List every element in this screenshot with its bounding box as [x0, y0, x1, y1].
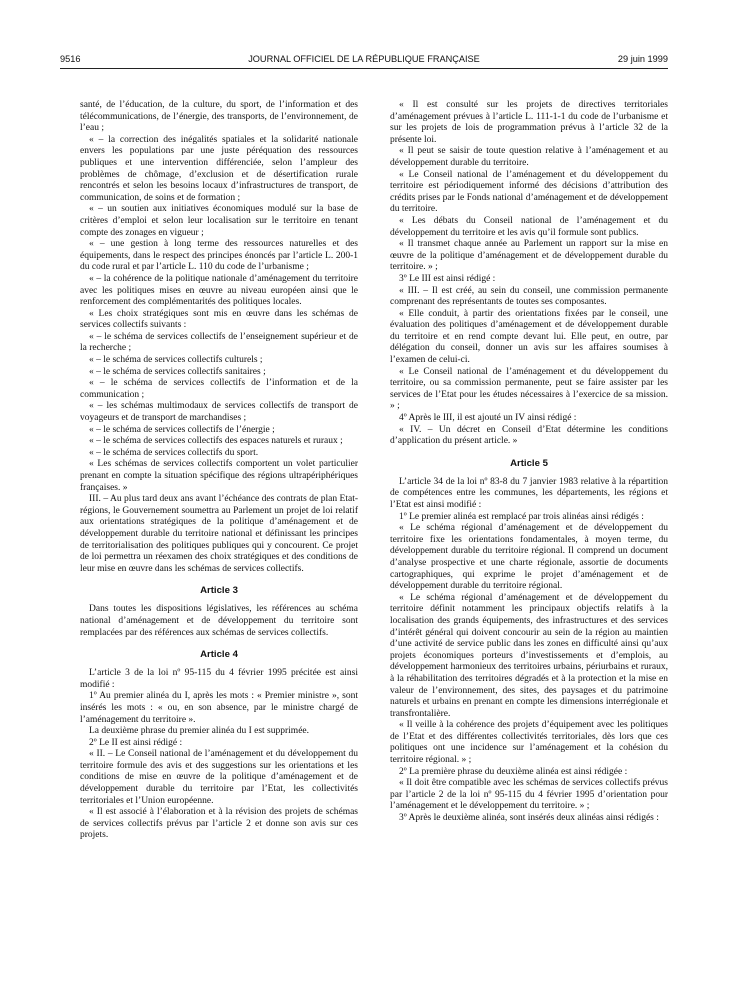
paragraph: « Les schémas de services collectifs comportent un volet particulier prenant en compte la situation spécifique des régions ultrapériphériques françaises. »: [80, 459, 358, 493]
left-column: [80, 100, 358, 842]
paragraph: « Il peut se saisir de toute question relative à l’aménagement et au développement durable du territoire.: [390, 146, 668, 168]
paragraph: « – les schémas multimodaux de services collectifs de transport de voyageurs et de transport de marchandises ;: [80, 401, 358, 424]
paragraph: « – le schéma de services collectifs culturels ;: [89, 355, 263, 366]
paragraph: « – un soutien aux initiatives économiques modulé sur la base de critères d’emploi et selon leur localisation sur le territoire en tenant compte des zonages en vigueur ;: [80, 204, 358, 238]
page-number: 9516: [60, 54, 81, 64]
paragraph: « Elle conduit, à partir des orientations fixées par le conseil, une évaluation des politiques d’aménagement et de développement durable du territoire et en rend compte devant lui. Elle peut, en outre, par délégation du conseil, donner un avis sur les affaires soumises à l’examen de celui-ci.: [390, 308, 668, 366]
paragraph: « Le Conseil national de l’aménagement et du développement du territoire est périodiquement informé des décisions d’attribution des crédits prises par le Fonds national d’aménagement et de développement du territoire.: [390, 169, 668, 215]
paragraph: « – le schéma de services collectifs sanitaires ;: [89, 366, 266, 377]
paragraph: « – une gestion à long terme des ressources naturelles et des équipements, dans le respect des principes énoncés par l’article L. 200-1 du code rural et par l’article L. 110 du code de l’urbanisme ;: [80, 239, 358, 273]
paragraph: « Il transmet chaque année au Parlement un rapport sur la mise en œuvre de la politique d’aménagement et de développement durable du territoire. » ;: [390, 239, 668, 273]
right-column: [390, 100, 668, 825]
journal-title: JOURNAL OFFICIEL DE LA RÉPUBLIQUE FRANÇAISE: [248, 54, 480, 64]
paragraph: « – la correction des inégalités spatiales et la solidarité nationale envers les populations par une juste péréquation des ressources publiques et une intervention différenciée, selon l’ampleur des problèmes de chômage, d’exclusion et de désertification rurale rencontrés et selon les besoins locaux d’infrastructures de transport, de communication, de soins et de formation ;: [80, 134, 358, 203]
header-rule: [60, 68, 668, 69]
paragraph: « – le schéma de services collectifs des espaces naturels et ruraux ;: [89, 436, 343, 447]
paragraph: III. – Au plus tard deux ans avant l’échéance des contrats de plan Etat-régions, le Gouvernement soumettra au Parlement un projet de loi relatif aux orientations stratégiques de la politique d’aménagement et de développement durable du territoire national et définissant les principes de territorialisation des politiques publiques qui y concourent. Ce projet de loi permettra un réexamen des choix stratégiques et des conditions de leur mise en œuvre dans les schémas de services collectifs.: [80, 494, 358, 574]
paragraph: « IV. – Un décret en Conseil d’Etat détermine les conditions d’application du présent article. »: [390, 424, 668, 447]
article-heading: Article 4: [200, 649, 238, 661]
paragraph: « Il est consulté sur les projets de directives territoriales d’aménagement prévues à l’article L. 111-1-1 du code de l’urbanisme et sur les projets de lois de programmation prévus à l’article 32 de la présente loi.: [390, 100, 668, 145]
paragraph: 2º Le II est ainsi rédigé :: [89, 737, 183, 748]
paragraph: « Il doit être compatible avec les schémas de services collectifs prévus par l’article 2 de la loi nº 95-115 du 4 février 1995 d’orientation pour l’aménagement et le développement du territoire. » ;: [390, 778, 668, 812]
paragraph: « Les choix stratégiques sont mis en œuvre dans les schémas de services collectifs suivants :: [80, 308, 358, 331]
paragraph: « II. – Le Conseil national de l’aménagement et du développement du territoire formule des avis et des suggestions sur les orientations et les conditions de mise en œuvre de la politique d’aménagement et de développement durable du territoire par l’Etat, les collectivités territoriales et l’Union européenne.: [80, 749, 358, 806]
paragraph: « Le Conseil national de l’aménagement et du développement du territoire, ou sa commission permanente, peut se faire assister par les services de l’Etat pour les études nécessaires à l’exercice de sa mission. » ;: [390, 366, 668, 412]
paragraph: « Les débats du Conseil national de l’aménagement et du développement du territoire et les avis qu’il formule sont publics.: [390, 215, 668, 238]
paragraph: « – le schéma de services collectifs du sport.: [89, 447, 259, 458]
paragraph: 1º Au premier alinéa du I, après les mots : « Premier ministre », sont insérés les mots : « ou, en son absence, par le ministre chargé de l’aménagement du territoire ».: [80, 691, 358, 725]
paragraph: « – le schéma de services collectifs de l’information et de la communication ;: [80, 378, 358, 400]
paragraph: « Il veille à la cohérence des projets d’équipement avec les politiques de l’Etat et des différentes collectivités territoriales, dès lors que ces politiques ont une incidence sur l’aménagement et la cohésion du territoire régional. » ;: [390, 720, 668, 766]
paragraph: La deuxième phrase du premier alinéa du I est supprimée.: [89, 726, 309, 737]
paragraph: « – la cohérence de la politique nationale d’aménagement du territoire avec les politiques mises en œuvre au niveau européen ainsi que le renforcement des complémentarités des politiques locales.: [80, 273, 358, 308]
paragraph: L’article 3 de la loi nº 95-115 du 4 février 1995 précitée est ainsi modifié :: [80, 668, 358, 690]
article-heading: Article 3: [200, 585, 238, 597]
paragraph: « III. – Il est créé, au sein du conseil, une commission permanente comprenant des représentants de toutes ses composantes.: [390, 285, 668, 308]
paragraph: 3º Le III est ainsi rédigé :: [399, 273, 496, 284]
paragraph: 4º Après le III, il est ajouté un IV ainsi rédigé :: [399, 413, 577, 424]
paragraph: « Le schéma régional d’aménagement et de développement du territoire fixe les orientations fondamentales, à moyen terme, du développement durable du territoire régional. Il comprend un document d’analyse prospective et une charte régionale, assortie de documents cartographiques, qui exprime le projet d’aménagement et de développement durable du territoire régional.: [390, 523, 668, 592]
page-header: [60, 52, 668, 68]
paragraph: « Le schéma régional d’aménagement et de développement du territoire définit notamment les principaux objectifs relatifs à la localisation des grands équipements, des infrastructures et des services d’intérêt général qui doivent concourir au sein de la région au maintien d’une activité de service public dans les zones en difficulté ainsi qu’aux projets économiques porteurs d’investissements et d’emplois, au développement harmonieux des territoires urbains, périurbains et ruraux, à la réhabilitation des territoires dégradés et à la protection et la mise en valeur de l’environnement, des sites, des paysages et du patrimoine naturels et urbains en prenant en compte les dimensions interrégionale et transfrontalière.: [390, 592, 668, 719]
paragraph: « Il est associé à l’élaboration et à la révision des projets de schémas de services collectifs prévus par l’article 2 et donne son avis sur ces projets.: [80, 807, 358, 841]
paragraph: L’article 34 de la loi nº 83-8 du 7 janvier 1983 relative à la répartition de compétences entre les communes, les départements, les régions et l’Etat est ainsi modifié :: [390, 476, 668, 510]
paragraph: « – le schéma de services collectifs de l’enseignement supérieur et de la recherche ;: [80, 331, 358, 354]
paragraph: « – le schéma de services collectifs de l’énergie ;: [89, 424, 275, 435]
paragraph: 2º La première phrase du deuxième alinéa est ainsi rédigée :: [399, 766, 628, 777]
paragraph: Dans toutes les dispositions législatives, les références au schéma national d’aménagement et de développement du territoire sont remplacées par des références aux schémas de services collectifs.: [80, 604, 358, 638]
paragraph: 3º Après le deuxième alinéa, sont insérés deux alinéas ainsi rédigés :: [399, 813, 659, 824]
paragraph: 1º Le premier alinéa est remplacé par trois alinéas ainsi rédigés :: [399, 511, 644, 522]
publication-date: 29 juin 1999: [617, 54, 668, 64]
article-heading: Article 5: [510, 457, 548, 469]
paragraph: santé, de l’éducation, de la culture, du sport, de l’information et des télécommunications, de l’énergie, des transports, de l’environnement, de l’eau ;: [80, 100, 358, 134]
